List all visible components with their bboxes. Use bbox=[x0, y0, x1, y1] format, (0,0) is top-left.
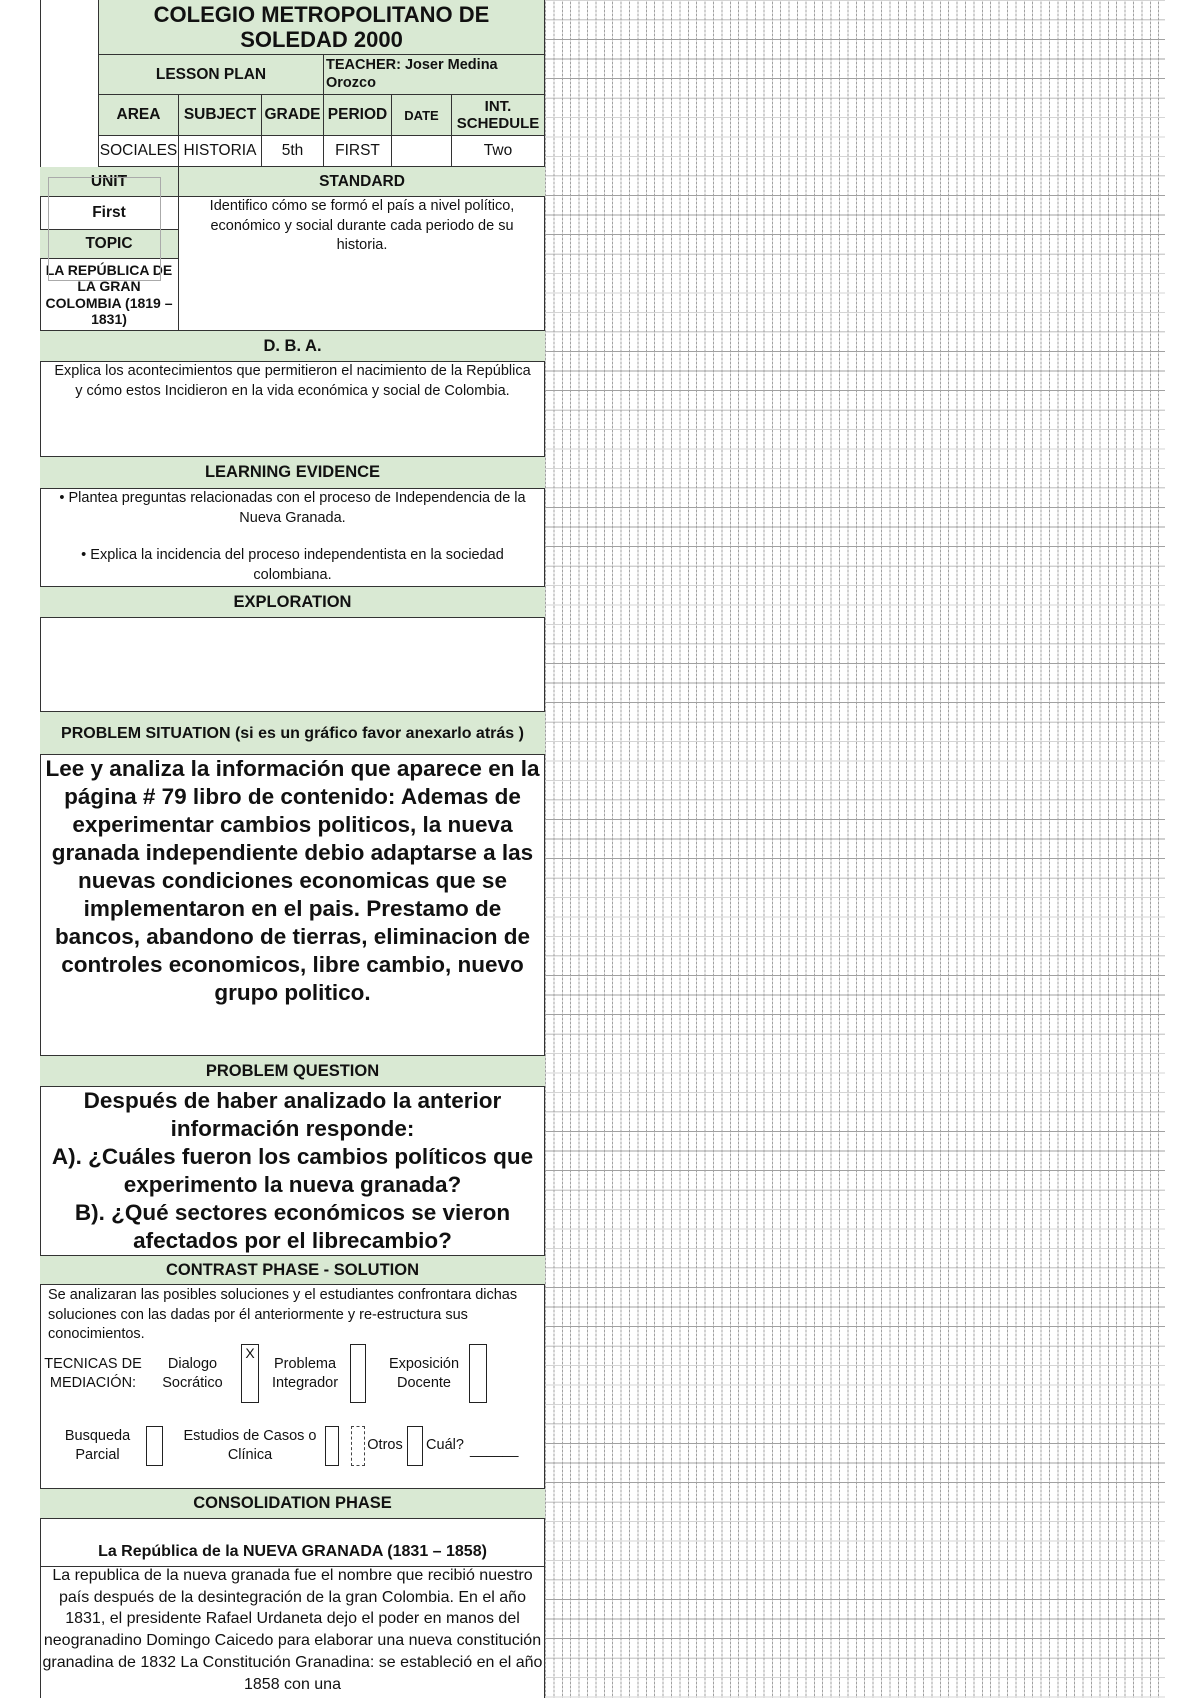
consolidation-title: La República de la NUEVA GRANADA (1831 – 1858) bbox=[40, 1538, 545, 1567]
dba-label: D. B. A. bbox=[40, 331, 545, 362]
problema-checkbox[interactable] bbox=[350, 1344, 366, 1403]
col-period: PERIOD bbox=[324, 95, 392, 136]
problem-question-intro: Después de haber analizado la anterior información responde: bbox=[83, 1088, 502, 1141]
exploration-area bbox=[40, 618, 545, 712]
problem-situation-label: PROBLEM SITUATION (si es un gráfico favor anexarlo atrás ) bbox=[40, 712, 545, 755]
col-int-schedule: INT. SCHEDULE bbox=[452, 95, 545, 136]
dialogo-label: Dialogo Socrático bbox=[162, 1356, 223, 1391]
unit-value: First bbox=[40, 197, 179, 230]
estudios-label: Estudios de Casos o Clínica bbox=[183, 1428, 317, 1463]
col-subject: SUBJECT bbox=[179, 95, 262, 136]
problema-label: Problema Integrador bbox=[271, 1356, 339, 1391]
val-area: SOCIALES bbox=[98, 136, 179, 167]
topic-label-text: TOPIC bbox=[85, 235, 133, 252]
problem-question-label: PROBLEM QUESTION bbox=[40, 1056, 545, 1087]
busqueda-checkbox[interactable] bbox=[146, 1426, 163, 1466]
dialogo-checkbox[interactable]: X bbox=[241, 1344, 259, 1403]
otros-label: Otros bbox=[367, 1437, 403, 1453]
spreadsheet-grid-dots bbox=[545, 0, 1165, 1698]
contrast-phase-label: CONTRAST PHASE - SOLUTION bbox=[40, 1256, 545, 1285]
contrast-phase-text: Se analizaran las posibles soluciones y el estudiantes confrontara dichas soluciones con las dadas por él anteriormente y re-estructura sus conocimientos. bbox=[48, 1287, 518, 1342]
dba-text: Explica los acontecimientos que permitieron el nacimiento de la República y cómo estos Incidieron en la vida económica y social de Colombia. bbox=[40, 362, 545, 457]
teacher-label: TEACHER: Joser Medina Orozco bbox=[324, 55, 545, 95]
problem-question-a: A). ¿Cuáles fueron los cambios políticos que experimento la nueva granada? bbox=[51, 1144, 534, 1197]
col-date: DATE bbox=[392, 95, 452, 136]
exploration-label: EXPLORATION bbox=[40, 586, 545, 618]
learning-evidence-item-2: • Explica la incidencia del proceso independentista en la sociedad colombiana. bbox=[81, 547, 504, 583]
val-grade: 5th bbox=[262, 136, 324, 167]
school-title bbox=[98, 0, 545, 55]
problem-situation-text: Lee y analiza la información que aparece en la página # 79 libro de contenido: Ademas de experimentar cambios politicos, la nueva granada independiente debio adaptarse a las nuevas condiciones economicas que se implementaron en el pais. Prestamo de bancos, abandono de tierras, eliminacion de controles economicos, libre cambio, nuevo grupo politico. bbox=[40, 755, 545, 1056]
learning-evidence-body bbox=[40, 489, 545, 586]
busqueda-label: Busqueda Parcial bbox=[64, 1428, 131, 1463]
standard-label: STANDARD bbox=[179, 167, 545, 197]
consolidation-text: La republica de la nueva granada fue el nombre que recibió nuestro país después de la desintegración de la gran Colombia. En el año 1831, el presidente Rafael Urdaneta dejo el poder en manos del neogranadino Domingo Caicedo para elaborar una nueva constitución granadina de 1832 La Constitución Granadina: se estableció en el año 1858 con una bbox=[42, 1567, 543, 1693]
tecnicas-label: TECNICAS DE MEDIACIÓN: bbox=[44, 1356, 142, 1391]
exposicion-label: Exposición Docente bbox=[388, 1356, 460, 1391]
learning-evidence-label: LEARNING EVIDENCE bbox=[40, 457, 545, 489]
estudios-checkbox[interactable] bbox=[325, 1426, 339, 1466]
val-date bbox=[392, 136, 452, 167]
topic-value: LA REPÚBLICA DE LA GRAN COLOMBIA (1819 – 1831) bbox=[40, 259, 179, 331]
learning-evidence-item-1: • Plantea preguntas relacionadas con el proceso de Independencia de la Nueva Granada. bbox=[59, 490, 526, 526]
val-subject: HISTORIA bbox=[179, 136, 262, 167]
unit-topic-frame bbox=[48, 177, 161, 281]
cual-label: Cuál? bbox=[426, 1437, 464, 1453]
estudios-dotted-box bbox=[351, 1426, 365, 1466]
exposicion-checkbox[interactable] bbox=[469, 1344, 487, 1403]
problem-question-b: B). ¿Qué sectores económicos se vieron afectados por el librecambio? bbox=[74, 1200, 511, 1253]
col-area: AREA bbox=[98, 95, 179, 136]
standard-text: Identifico cómo se formó el país a nivel político, económico y social durante cada periodo de su historia. bbox=[179, 197, 545, 331]
consolidation-label: CONSOLIDATION PHASE bbox=[40, 1488, 545, 1519]
lesson-plan-label: LESSON PLAN bbox=[98, 55, 324, 95]
unit-label: UNIT bbox=[40, 167, 179, 197]
col-grade: GRADE bbox=[262, 95, 324, 136]
val-int-schedule: Two bbox=[452, 136, 545, 167]
cual-blank-line[interactable]: ______ bbox=[470, 1442, 519, 1458]
val-period: FIRST bbox=[324, 136, 392, 167]
otros-checkbox[interactable] bbox=[407, 1426, 423, 1466]
school-name-line2: SOLEDAD 2000 bbox=[240, 27, 403, 52]
school-name-line1: COLEGIO METROPOLITANO DE bbox=[153, 2, 490, 27]
problem-question-body bbox=[40, 1087, 545, 1256]
